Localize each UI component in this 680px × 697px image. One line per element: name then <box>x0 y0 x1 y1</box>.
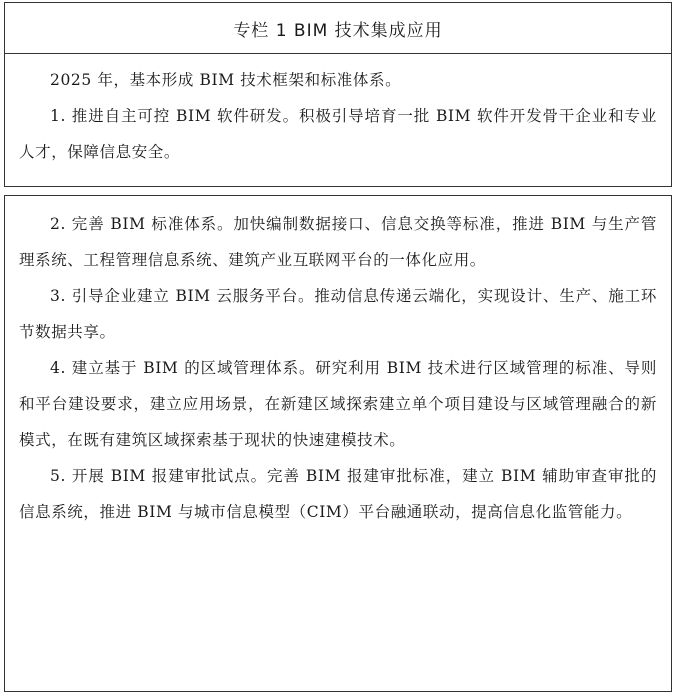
column-box-bottom <box>4 195 672 692</box>
paragraph-item-2: 2. 完善 BIM 标准体系。加快编制数据接口、信息交换等标准，推进 BIM 与生产管理系统、工程管理信息系统、建筑产业互联网平台的一体化应用。 <box>19 215 657 269</box>
paragraph-item-5: 5. 开展 BIM 报建审批试点。完善 BIM 报建审批标准，建立 BIM 辅助审查审批的信息系统，推进 BIM 与城市信息模型（CIM）平台融通联动，提高信息化监管能力。 <box>19 467 657 521</box>
paragraph-goal: 2025 年，基本形成 BIM 技术框架和标准体系。 <box>50 71 402 89</box>
paragraph-item-3: 3. 引导企业建立 BIM 云服务平台。推动信息传递云端化，实现设计、生产、施工环节数据共享。 <box>19 287 657 341</box>
paragraph-item-1: 1. 推进自主可控 BIM 软件研发。积极引导培育一批 BIM 软件开发骨干企业和专业人才，保障信息安全。 <box>19 107 657 161</box>
column-content-top <box>5 54 671 170</box>
column-box-top <box>4 2 672 187</box>
paragraph-item-4: 4. 建立基于 BIM 的区域管理体系。研究利用 BIM 技术进行区域管理的标准、导则和平台建设要求，建立应用场景，在新建区域探索建立单个项目建设与区域管理融合的新模式，在既有建筑区域探索基于现状的快速建模技术。 <box>19 359 657 449</box>
column-title: 专栏 1 BIM 技术集成应用 <box>5 3 671 54</box>
column-content-bottom <box>5 196 671 530</box>
